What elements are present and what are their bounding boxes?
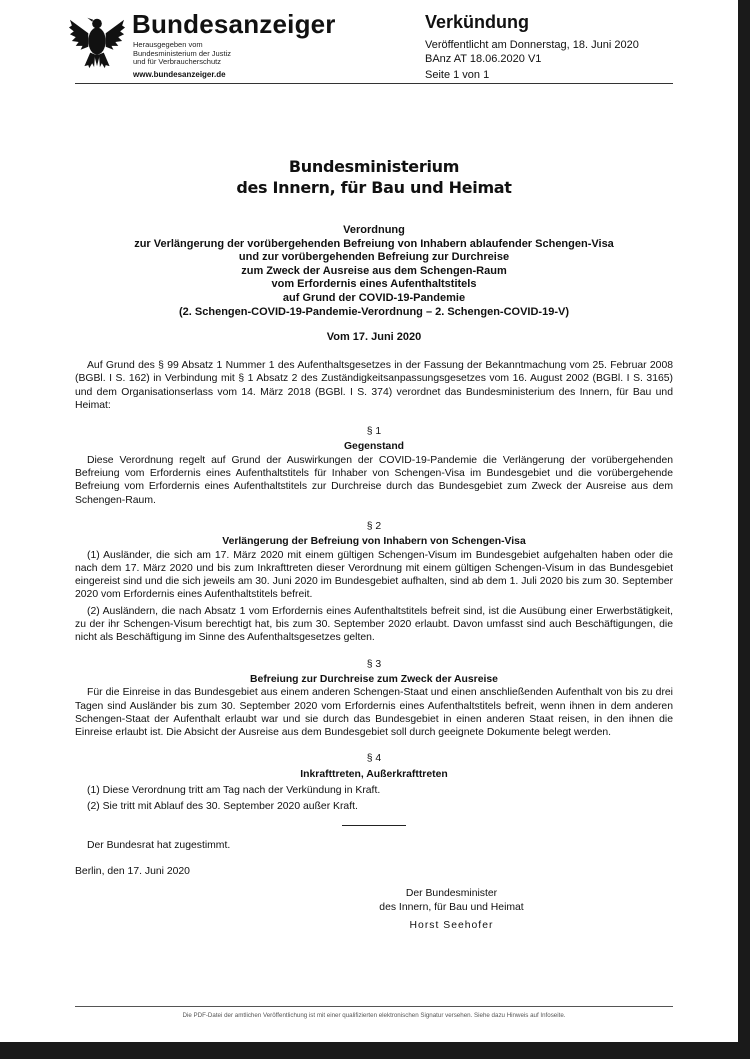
section-paragraph: Für die Einreise in das Bundesgebiet aus einem anderen Schengen-Staat und einen anschließenden Aufenthalt von bis zu drei Tagen sind Ausländer bis zum 30. September 2020 vom Erfordernis eines Aufenthaltstitels befreit, wenn ihnen in dem anderen Schengen-Staat der Aufenthalt erlaubt war und sie durch das Bundesgebiet in einen anderen Staat reisen, in den ihnen die Einreise erlaubt ist. Die Absicht der Ausreise aus dem Bundesgebiet soll durch geeignete Dokumente belegt werden. [75, 687, 673, 739]
federal-eagle-logo [68, 12, 126, 70]
section-number: § 4 [366, 753, 382, 765]
publisher-line: Bundesministerium der Justiz [133, 48, 231, 58]
place-and-date: Berlin, den 17. Juni 2020 [75, 865, 190, 877]
section-title: Verlängerung der Befreiung von Inhabern von Schengen-Visa [222, 536, 526, 548]
section-title: Inkrafttreten, Außerkrafttreten [300, 768, 448, 780]
header-divider [75, 83, 673, 84]
ordinance-title-line: und zur vorübergehenden Befreiung zur Durchreise [238, 251, 510, 264]
ministry-line: Bundesministerium [288, 157, 460, 176]
ordinance-title-line: vom Erfordernis eines Aufenthaltstitels [271, 278, 477, 291]
section-title: Befreiung zur Durchreise zum Zweck der Ausreise [250, 673, 498, 685]
publisher-note [133, 41, 231, 67]
ordinance-title-line: zum Zweck der Ausreise aus dem Schengen-Raum [241, 264, 507, 277]
section-number: § 1 [366, 426, 382, 438]
signer-title-line: des Innern, für Bau und Heimat [379, 901, 524, 913]
ministry-line: des Innern, für Bau und Heimat [236, 178, 512, 197]
ordinance-title-line: zur Verlängerung der vorübergehenden Befreiung von Inhabern ablaufender Schengen-Visa [134, 237, 614, 250]
footer-divider [75, 1006, 673, 1007]
ministry-heading [75, 156, 673, 198]
ordinance-title-line: auf Grund der COVID-19-Pandemie [282, 291, 466, 304]
signer-name: Horst Seehofer [409, 919, 494, 931]
brand-title: Bundesanzeiger [132, 9, 336, 39]
section-title: Gegenstand [343, 441, 405, 453]
reference-number: BAnz AT 18.06.2020 V1 [425, 52, 542, 65]
document-body [75, 359, 673, 932]
signature-block [230, 887, 673, 932]
ordinance-title-line: Verordnung [343, 224, 405, 236]
ordinance-title-line: (2. Schengen-COVID-19-Pandemie-Verordnung – 2. Schengen-COVID-19-V) [179, 305, 569, 318]
section-paragraph: Diese Verordnung regelt auf Grund der Auswirkungen der COVID-19-Pandemie die Verlängerung der vorübergehenden Befreiung vom Erfordernis eines Aufenthaltstitels für Inhaber von Schengen-Visa im Bundesgebiet und die vorübergehende Befreiung vom Erfordernis eines Aufenthaltstitels zur Durchreise durch das Bundesgebiet zum Zweck der Ausreise aus dem Schengen-Raum. [75, 454, 673, 506]
signature-notice: Die PDF-Datei der amtlichen Veröffentlichung ist mit einer qualifizierten elektronischen Signatur versehen. Siehe dazu Hinweis auf Infoseite. [182, 1012, 566, 1019]
published-date: Veröffentlicht am Donnerstag, 18. Juni 2020 [425, 39, 639, 51]
document-type: Verkündung [425, 12, 530, 32]
signer-title-line: Der Bundesminister [405, 888, 498, 900]
ordinance-date: Vom 17. Juni 2020 [326, 331, 422, 343]
preamble: Auf Grund des § 99 Absatz 1 Nummer 1 des Aufenthaltsgesetzes in der Fassung der Bekanntmachung vom 25. Februar 2008 (BGBl. I S. 162) in Verbindung mit § 1 Absatz 2 des Zuständigkeitsanpassungsgesetzes vom 16. August 2002 (BGBl. I S. 3165) und dem Organisationserlass vom 14. März 2018 (BGBl. I S. 374) verordnet das Bundesministerium des Innern, für Bau und Heimat: [75, 360, 673, 411]
section-paragraph: (2) Ausländern, die nach Absatz 1 vom Erfordernis eines Aufenthaltstitels befreit sind, ist die Ausübung einer Erwerbstätigkeit, zu der ihr Schengen-Visum berechtigt hat, bis zum 30. September 2020 erlaubt. Davon umfasst sind auch Beschäftigungen, die nicht als Beschäftigung im Sinne des Aufenthaltsgesetzes gelten. [75, 605, 673, 644]
ordinance-title [75, 224, 673, 319]
page-count: Seite 1 von 1 [425, 69, 490, 81]
section-paragraph: (1) Diese Verordnung tritt am Tag nach der Verkündung in Kraft. [87, 785, 381, 797]
section-paragraph: (2) Sie tritt mit Ablauf des 30. September 2020 außer Kraft. [87, 801, 358, 813]
bundesrat-consent: Der Bundesrat hat zugestimmt. [87, 839, 231, 851]
website-link[interactable]: www.bundesanzeiger.de [133, 70, 226, 79]
section-number: § 3 [366, 658, 382, 670]
publication-meta [425, 39, 639, 83]
section-paragraph: (1) Ausländer, die sich am 17. März 2020 mit einem gültigen Schengen-Visum im Bundesgebiet aufgehalten haben oder die nach dem 17. März 2020 und bis zum Inkrafttreten dieser Verordnung mit einem gültigen Schengen-Visum in das Bundesgebiet eingereist sind und die sich jeweils am 30. Juni 2020 im Bundesgebiet aufhalten, sind ab dem 1. Juli 2020 bis zum 30. September 2020 vom Erfordernis eines Aufenthaltstitels befreit. [75, 549, 673, 601]
publisher-line: und für Verbraucherschutz [133, 57, 221, 66]
section-number: § 2 [366, 520, 382, 532]
publisher-line: Herausgegeben vom [133, 40, 203, 49]
